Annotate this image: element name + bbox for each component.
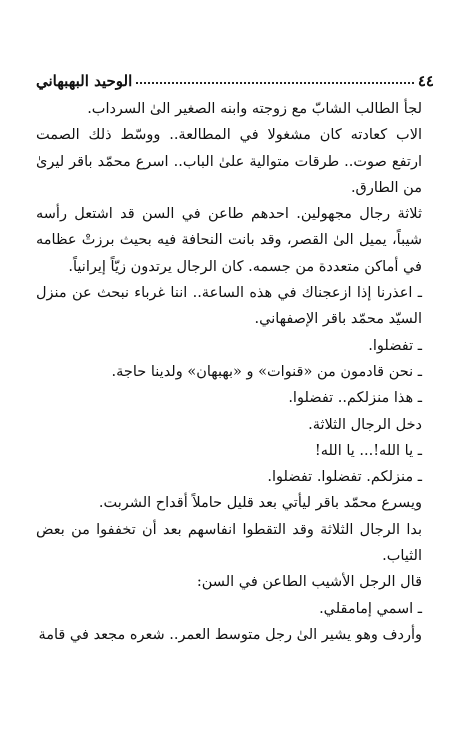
dialog-line: ـ تفضلوا.	[368, 337, 422, 354]
narration-line: دخل الرجال الثلاثة.	[308, 416, 422, 433]
paragraph: بدا الرجال الثلاثة وقد التقطوا انفاسهم بعد أن تخففوا من بعض الثياب.	[36, 521, 422, 565]
paragraph: الاب كعادته كان مشغولا في المطالعة.. ووسّط ذلك الصمت ارتفع صوت.. طرقات متوالية علىٰ الباب.. اسرع محمّد باقر ليرىٰ من الطارق.	[36, 127, 422, 196]
dialog-line: ـ اسمي إمامقلي.	[319, 600, 422, 617]
body-text	[36, 96, 434, 648]
running-title: الوحيد البهبهاني	[36, 72, 133, 90]
dialog-line: ـ منزلكم. تفضلوا. تفضلوا.	[267, 469, 422, 486]
dialog-line: ـ يا الله!... يا الله!	[314, 442, 422, 459]
paragraph: ويسرع محمّد باقر ليأتي بعد قليل حاملاً أقداح الشربت.	[98, 495, 422, 512]
paragraph: قال الرجل الأشيب الطاعن في السن:	[196, 574, 422, 591]
dialog-line: ـ هذا منزلكم.. تفضلوا.	[288, 390, 422, 407]
paragraph: لجأ الطالب الشابّ مع زوجته وابنه الصغير الىٰ السرداب.	[87, 101, 422, 117]
paragraph: ـ اعذرنا إذا ازعجناك في هذه الساعة.. اننا غرباء نبحث عن منزل السيّد محمّد باقر الإصفهاني.	[36, 285, 422, 328]
page-number: ٤٤	[417, 72, 434, 90]
page-header	[36, 62, 434, 90]
dialog-line: ـ نحن قادمون من «قنوات» و «بهبهان» ولدينا حاجة.	[111, 363, 422, 380]
paragraph: وأردف وهو يشير الىٰ رجل متوسط العمر.. شعره مجعد في قامة	[38, 626, 422, 643]
header-dotted-leader	[136, 82, 414, 84]
paragraph: ثلاثة رجال مجهولين. احدهم طاعن في السن قد اشتعل رأسه شيباً، يميل الىٰ القصر، وقد بانت النحافة فيه بحيث برزتْ عظامه في أماكن متعددة من جسمه. كان الرجال يرتدون زيّاً إيرانياً.	[36, 206, 422, 275]
